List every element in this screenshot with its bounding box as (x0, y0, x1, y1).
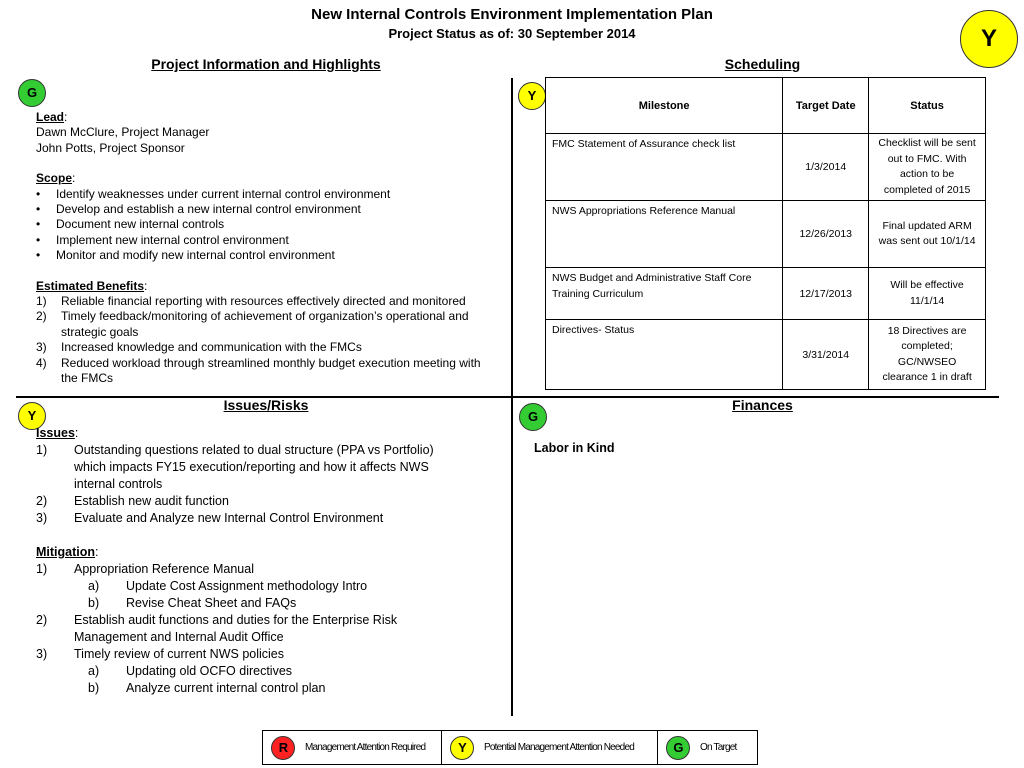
issue-item: 2) Establish new audit function (36, 494, 229, 508)
legend-yellow-badge: Y (450, 736, 474, 760)
table-row (546, 134, 986, 201)
finances-text: Labor in Kind (534, 441, 615, 455)
scope-item: • Identify weaknesses under current internal control environment (36, 186, 391, 201)
lead-line: John Potts, Project Sponsor (36, 140, 185, 155)
mitigation-subitem: b) Analyze current internal control plan (88, 681, 326, 695)
column-header: Target Date (783, 78, 869, 134)
scope-label: Scope (36, 171, 73, 186)
mitigation-item: 2) Establish audit functions and duties for the Enterprise Risk Management and Internal Audit Office (36, 613, 398, 644)
status-cell: Checklist will be sent out to FMC. With action to be completed of 2015 (869, 134, 986, 201)
date-cell: 12/17/2013 (783, 268, 869, 320)
mitigation-subitem: a) Update Cost Assignment methodology Intro (88, 579, 368, 593)
benefit-item: 2) Timely feedback/monitoring of achievement of organization’s operational and strategic goals (36, 309, 469, 339)
table-row (546, 268, 986, 320)
status-cell: 18 Directives are completed; GC/NWSEO clearance 1 in draft (869, 320, 986, 390)
issues-status-badge: Y (18, 402, 46, 430)
legend-green (658, 731, 757, 764)
status-cell: Will be effective 11/1/14 (869, 268, 986, 320)
legend-red (263, 731, 442, 764)
lead-line: Dawn McClure, Project Manager (36, 125, 210, 140)
lead-label: Lead (36, 110, 65, 124)
benefits-label: Estimated Benefits (36, 278, 145, 293)
legend-yellow (442, 731, 658, 764)
table-row (546, 201, 986, 268)
issues-heading: Issues/Risks (223, 397, 309, 413)
legend-yellow-label: Potential Management Attention Needed (484, 742, 634, 753)
scope-item: • Document new internal controls (36, 217, 225, 232)
column-header: Milestone (546, 78, 783, 134)
legend-red-badge: R (271, 736, 295, 760)
mitigation-subitem: b) Revise Cheat Sheet and FAQs (88, 596, 297, 610)
mitigation-item: 1) Appropriation Reference Manual (36, 562, 254, 576)
status-legend (262, 730, 758, 765)
scope-item: • Develop and establish a new internal control environment (36, 202, 361, 217)
mitigation-label: Mitigation (36, 545, 96, 559)
overall-status-badge: Y (960, 10, 1018, 68)
page-subtitle: Project Status as of: 30 September 2014 (388, 26, 636, 41)
date-cell: 1/3/2014 (783, 134, 869, 201)
mitigation-item: 3) Timely review of current NWS policies (36, 647, 285, 661)
benefit-item: 3) Increased knowledge and communication with the FMCs (36, 340, 362, 355)
scope-item: • Monitor and modify new internal control environment (36, 248, 335, 263)
benefit-item: 1) Reliable financial reporting with resources effectively directed and monitored (36, 294, 466, 309)
milestone-cell: NWS Budget and Administrative Staff Core Training Curriculum (546, 268, 783, 320)
milestone-cell: Directives- Status (546, 320, 783, 390)
status-cell: Final updated ARM was sent out 10/1/14 (869, 201, 986, 268)
issue-item: 1) Outstanding questions related to dual structure (PPA vs Portfolio) which impacts FY15 execution/reporting and how it affects NWS internal controls (36, 443, 434, 491)
project-info-heading: Project Information and Highlights (151, 56, 381, 72)
project-info-body: Lead: Dawn McClure, Project Manager John Potts, Project Sponsor Scope: • Identify weaknesses under current internal control environment • Develop and establish a new internal control environment • Document new internal controls • Implement new internal control environment • Monitor and modify new internal control environment Estimated Benefits: 1) Reliable financial reporting with resources effectively directed and monitored 2) Timely feedback/monitoring of achievement of organization’s operational and strategic goals 3) Increased knowledge and communication with the FMCs 4) Reduced workload through streamlined monthly budget execution meeting with the FMCs (36, 110, 496, 387)
benefit-item: 4) Reduced workload through streamlined monthly budget execution meeting with the FMCs (36, 355, 481, 386)
table-header-row (546, 78, 986, 134)
legend-red-label: Management Attention Required (305, 742, 426, 753)
scope-item: • Implement new internal control environment (36, 232, 289, 247)
table-row (546, 320, 986, 390)
issues-body: Issues: 1) Outstanding questions related to dual structure (PPA vs Portfolio) which impacts FY15 execution/reporting and how it affects NWS internal controls 2) Establish new audit function 3) Evaluate and Analyze new Internal Control Environment Mitigation: 1) Appropriation Reference Manual a) Update Cost Assignment methodology Intro b) Revise Cheat Sheet and FAQs 2) Establish audit functions and duties for the Enterprise Risk Management and Internal Audit Office 3) Timely review of current NWS policies a) Updating old OCFO directives b) Analyze current internal control plan (36, 425, 466, 697)
column-header: Status (869, 78, 986, 134)
schedule-table (545, 77, 986, 390)
scheduling-status-badge: Y (518, 82, 546, 110)
legend-green-label: On Target (700, 742, 737, 753)
milestone-cell: NWS Appropriations Reference Manual (546, 201, 783, 268)
mitigation-subitem: a) Updating old OCFO directives (88, 664, 293, 678)
page-title: New Internal Controls Environment Implementation Plan (311, 6, 713, 23)
milestone-cell: FMC Statement of Assurance check list (546, 134, 783, 201)
date-cell: 12/26/2013 (783, 201, 869, 268)
finances-heading: Finances (732, 397, 793, 413)
project-info-status-badge: G (18, 79, 46, 107)
date-cell: 3/31/2014 (783, 320, 869, 390)
issue-item: 3) Evaluate and Analyze new Internal Control Environment (36, 511, 384, 525)
issues-label: Issues (36, 426, 75, 440)
scheduling-heading: Scheduling (724, 56, 801, 72)
legend-green-badge: G (666, 736, 690, 760)
finances-status-badge: G (519, 403, 547, 431)
